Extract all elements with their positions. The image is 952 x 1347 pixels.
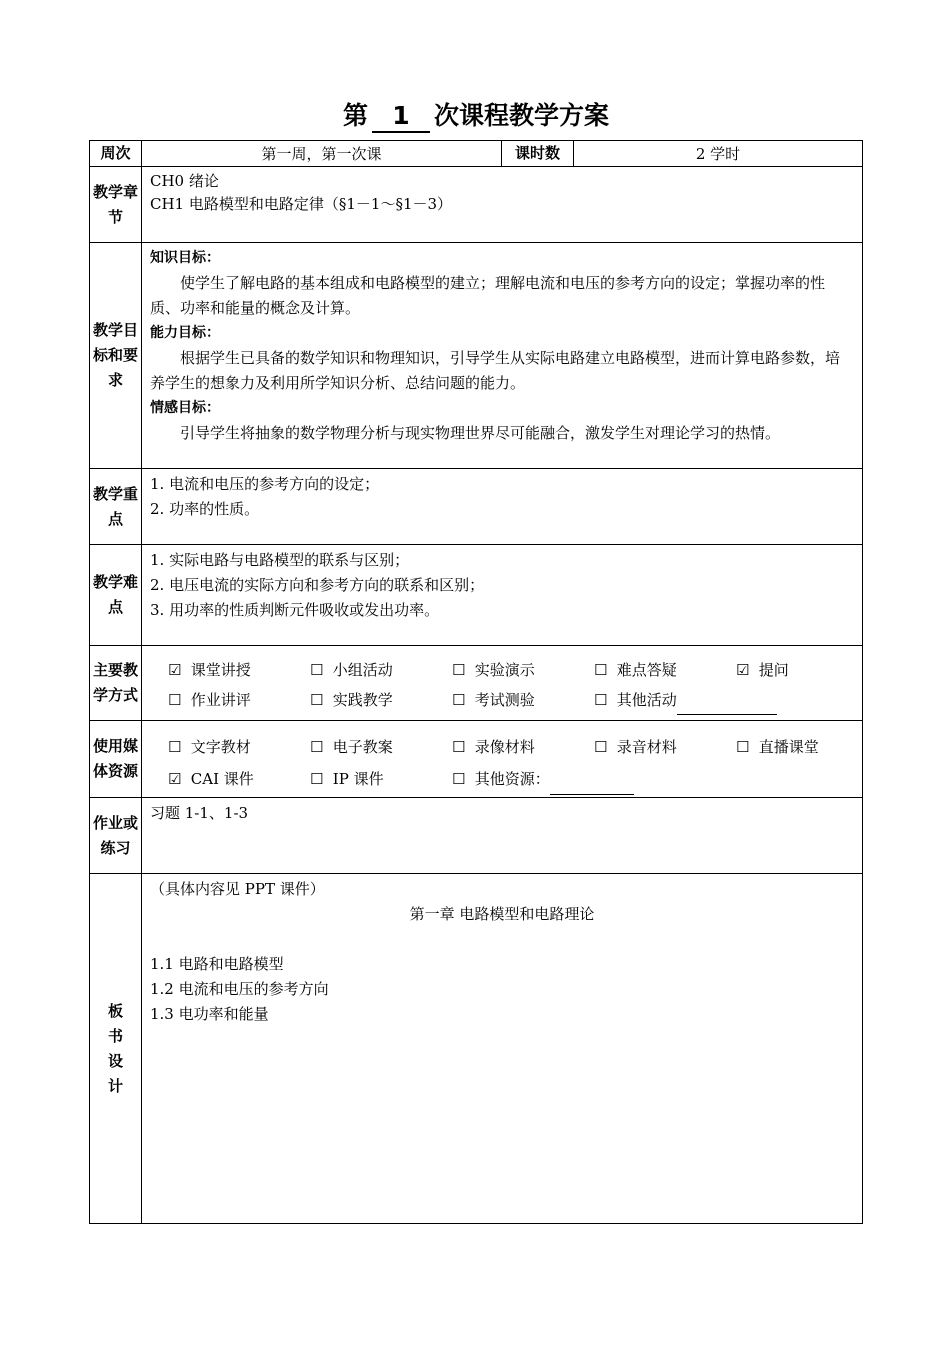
knowledge-text: 使学生了解电路的基本组成和电路模型的建立；理解电流和电压的参考方向的设定；掌握功率的性质、功率和能量的概念及计算。 [150, 274, 826, 317]
board-item: 1.3 电功率和能量 [150, 1005, 269, 1023]
media-option[interactable] [452, 731, 594, 763]
media-option-label: 文字教材 [190, 738, 251, 756]
checkbox-icon[interactable]: ☐ [452, 661, 466, 679]
emotion-text: 引导学生将抽象的数学物理分析与现实物理世界尽可能融合，激发学生对理论学习的热情。 [180, 424, 781, 442]
key-points-label: 教学重点 [90, 469, 142, 545]
objectives-row [90, 243, 863, 469]
knowledge-title: 知识目标： [150, 250, 220, 266]
other-resource-blank[interactable] [550, 776, 634, 795]
hours-label: 课时数 [502, 141, 574, 167]
method-option[interactable] [168, 685, 310, 715]
method-option-label: 提问 [758, 661, 789, 679]
difficulties-content [142, 545, 863, 646]
list-item: 2. 电压电流的实际方向和参考方向的联系和区别； [150, 576, 485, 594]
checkbox-icon[interactable]: ☐ [168, 691, 182, 709]
methods-options-row [168, 655, 854, 685]
media-label: 使用媒体资源 [90, 721, 142, 798]
media-option[interactable] [168, 731, 310, 763]
media-option-label: 其他资源： [474, 770, 550, 788]
checkbox-icon[interactable]: ☐ [452, 770, 466, 788]
methods-options-row [168, 685, 854, 715]
homework-label: 作业或练习 [90, 798, 142, 874]
method-option[interactable] [452, 685, 594, 715]
checkbox-icon[interactable]: ☐ [452, 738, 466, 756]
checkbox-icon[interactable]: ☐ [594, 691, 608, 709]
checkbox-icon[interactable]: ☐ [452, 691, 466, 709]
list-item: 1. 电流和电压的参考方向的设定； [150, 475, 380, 493]
board-heading: 第一章 电路模型和电路理论 [409, 905, 595, 923]
title-prefix: 第 [342, 101, 368, 130]
checkbox-icon[interactable]: ☐ [310, 738, 324, 756]
week-label: 周次 [90, 141, 142, 167]
week-row [90, 141, 863, 167]
hours-value: 2 学时 [574, 141, 863, 167]
checkbox-icon[interactable]: ☐ [168, 738, 182, 756]
checkbox-checked-icon[interactable]: ☑ [168, 661, 182, 679]
media-option[interactable] [310, 763, 452, 795]
chapter-row [90, 167, 863, 243]
homework-row [90, 798, 863, 874]
media-option-label: 录音材料 [616, 738, 677, 756]
method-option-label: 实践教学 [332, 691, 393, 709]
checkbox-icon[interactable]: ☐ [594, 661, 608, 679]
media-option[interactable] [168, 763, 310, 795]
method-option-label: 小组活动 [332, 661, 393, 679]
media-option-label: CAI 课件 [190, 770, 254, 788]
method-option[interactable] [310, 655, 452, 685]
method-option-label: 课堂讲授 [190, 661, 251, 679]
board-note: （具体内容见 PPT 课件） [150, 880, 325, 898]
checkbox-checked-icon[interactable]: ☑ [736, 661, 750, 679]
key-points-row [90, 469, 863, 545]
checkbox-icon[interactable]: ☐ [736, 738, 750, 756]
method-option[interactable] [168, 655, 310, 685]
method-option-label: 实验演示 [474, 661, 535, 679]
key-points-content [142, 469, 863, 545]
media-option-label: 录像材料 [474, 738, 535, 756]
methods-content [142, 646, 863, 721]
board-item: 1.2 电流和电压的参考方向 [150, 980, 329, 998]
method-option-label: 作业讲评 [190, 691, 251, 709]
checkbox-icon[interactable]: ☐ [310, 691, 324, 709]
media-option[interactable] [310, 731, 452, 763]
media-option[interactable] [452, 763, 634, 795]
board-row [90, 874, 863, 1224]
method-option[interactable] [594, 685, 777, 715]
list-item: 1. 实际电路与电路模型的联系与区别； [150, 551, 410, 569]
checkbox-icon[interactable]: ☐ [310, 661, 324, 679]
list-item: 3. 用功率的性质判断元件吸收或发出功率。 [150, 601, 440, 619]
objectives-label: 教学目标和要求 [90, 243, 142, 469]
media-options-row [168, 731, 854, 763]
checkbox-icon[interactable]: ☐ [594, 738, 608, 756]
emotion-title: 情感目标： [150, 400, 220, 416]
lesson-plan-table [89, 140, 863, 1224]
method-option-label: 考试测验 [474, 691, 535, 709]
methods-row [90, 646, 863, 721]
title-suffix: 次课程教学方案 [434, 101, 610, 130]
board-label: 板书设计 [90, 874, 142, 1224]
method-option[interactable] [594, 655, 736, 685]
method-option[interactable] [452, 655, 594, 685]
media-content [142, 721, 863, 798]
media-row [90, 721, 863, 798]
media-option-label: IP 课件 [332, 770, 384, 788]
media-options-row [168, 763, 854, 795]
ability-text: 根据学生已具备的数学知识和物理知识，引导学生从实际电路建立电路模型，进而计算电路参数，培养学生的想象力及利用所学知识分析、总结问题的能力。 [150, 349, 841, 392]
week-value: 第一周，第一次课 [142, 141, 502, 167]
objectives-content [142, 243, 863, 469]
media-option[interactable] [594, 731, 736, 763]
page-title [0, 98, 952, 134]
difficulties-label: 教学难点 [90, 545, 142, 646]
ability-title: 能力目标： [150, 325, 220, 341]
checkbox-checked-icon[interactable]: ☑ [168, 770, 182, 788]
chapter-line: CH1 电路模型和电路定律（§1－1～§1－3） [150, 195, 453, 213]
board-item: 1.1 电路和电路模型 [150, 955, 284, 973]
method-option-label: 难点答疑 [616, 661, 677, 679]
other-activity-blank[interactable] [677, 696, 777, 715]
board-content [142, 874, 863, 1224]
method-option[interactable] [310, 685, 452, 715]
lesson-number: 1 [372, 101, 430, 133]
media-option[interactable] [736, 731, 819, 763]
chapter-content [142, 167, 863, 243]
media-option-label: 电子教案 [332, 738, 393, 756]
methods-label: 主要教学方式 [90, 646, 142, 721]
media-option-label: 直播课堂 [758, 738, 819, 756]
chapter-label: 教学章节 [90, 167, 142, 243]
method-option-label: 其他活动 [616, 691, 677, 709]
method-option[interactable] [736, 655, 878, 685]
chapter-line: CH0 绪论 [150, 172, 219, 190]
difficulties-row [90, 545, 863, 646]
list-item: 2. 功率的性质。 [150, 500, 260, 518]
checkbox-icon[interactable]: ☐ [310, 770, 324, 788]
homework-text: 习题 1-1、1-3 [142, 798, 863, 874]
